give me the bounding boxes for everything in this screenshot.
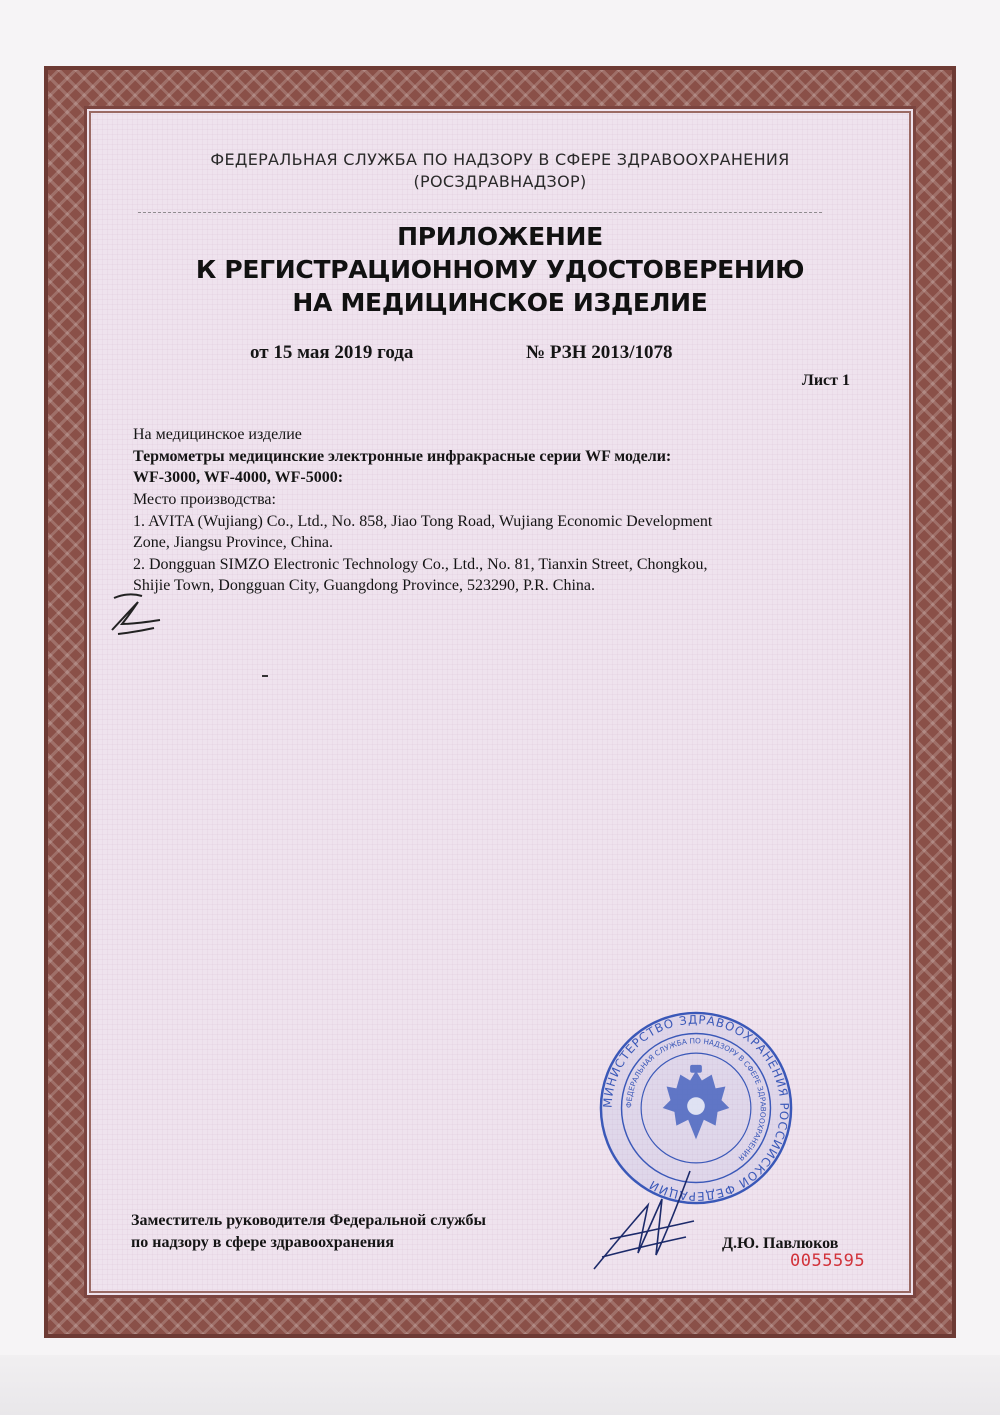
agency-short-name: (РОСЗДРАВНАДЗОР) [413, 172, 587, 191]
manufacturer-2-line2: Shijie Town, Dongguan City, Guangdong Province, 523290, P.R. China. [133, 577, 595, 594]
document-title-line1: ПРИЛОЖЕНИЕ [397, 222, 603, 251]
signatory-position-line1: Заместитель руководителя Федеральной службы [131, 1212, 486, 1229]
intro-label: На медицинское изделие [133, 426, 302, 443]
signatory-name: Д.Ю. Павлюков [722, 1235, 839, 1252]
registration-number: № РЗН 2013/1078 [526, 342, 673, 363]
product-name-line2: WF-3000, WF-4000, WF-5000: [133, 469, 344, 486]
stamp-inner-text: ФЕДЕРАЛЬНАЯ СЛУЖБА ПО НАДЗОРУ В СФЕРЕ ЗДРАВООХРАНЕНИЯ [624, 1036, 768, 1163]
document-title-line3: НА МЕДИЦИНСКОЕ ИЗДЕЛИЕ [292, 288, 708, 317]
paper-margin [0, 1355, 1000, 1415]
place-of-manufacture-label: Место производства: [133, 491, 276, 508]
product-name-line1: Термометры медицинские электронные инфракрасные серии WF модели: [133, 448, 672, 465]
handwritten-initials [108, 590, 168, 636]
document-title-line2: К РЕГИСТРАЦИОННОМУ УДОСТОВЕРЕНИЮ [195, 255, 805, 284]
form-serial-number: 0055595 [790, 1251, 866, 1271]
manufacturer-1-line2: Zone, Jiangsu Province, China. [133, 534, 333, 551]
sheet-number: Лист 1 [801, 372, 850, 389]
header-divider [138, 212, 822, 213]
issue-date: от 15 мая 2019 года [250, 342, 414, 363]
ink-speck [262, 675, 268, 677]
manufacturer-2-line1: 2. Dongguan SIMZO Electronic Technology Co., Ltd., No. 81, Tianxin Street, Chongkou, [133, 556, 708, 573]
handwritten-signature [590, 1165, 700, 1273]
agency-name: ФЕДЕРАЛЬНАЯ СЛУЖБА ПО НАДЗОРУ В СФЕРЕ ЗДРАВООХРАНЕНИЯ [210, 150, 790, 169]
signatory-position-line2: по надзору в сфере здравоохранения [131, 1234, 395, 1251]
manufacturer-1-line1: 1. AVITA (Wujiang) Co., Ltd., No. 858, Jiao Tong Road, Wujiang Economic Development [133, 513, 713, 530]
stamp-outer-text: МИНИСТЕРСТВО ЗДРАВООХРАНЕНИЯ РОССИЙСКОЙ ФЕДЕРАЦИИ [600, 1012, 792, 1204]
